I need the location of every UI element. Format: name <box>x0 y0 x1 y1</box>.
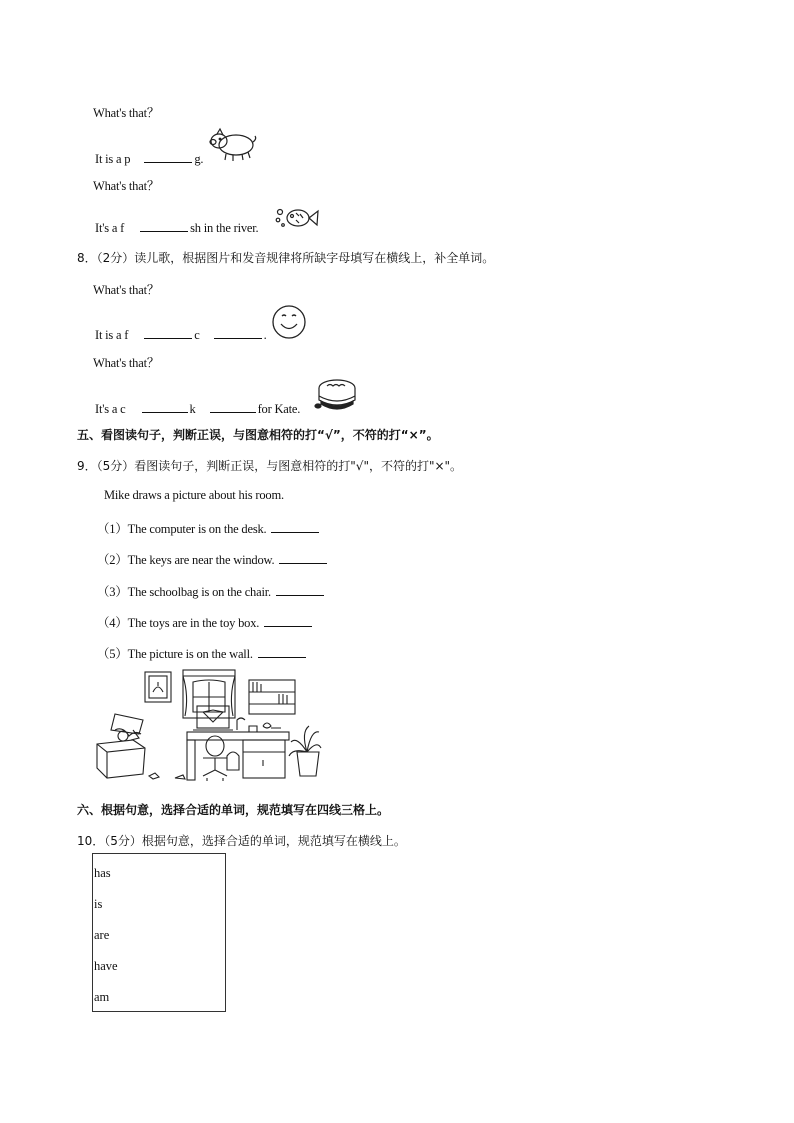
q7-item-1-blank[interactable] <box>144 161 192 163</box>
q9-statement-3-text: （3）The schoolbag is on the chair. <box>97 585 271 599</box>
q7-item-2-prefix: It's a f <box>95 221 125 235</box>
q8-item-1-answer <box>95 328 267 343</box>
keys <box>263 723 281 728</box>
q9-statement-2-text: （2）The keys are near the window. <box>97 553 275 567</box>
q8-item-1-blank-1[interactable] <box>144 337 192 339</box>
q8-item-1-question: What's that？ <box>93 283 160 297</box>
q9-statement-2 <box>97 550 329 568</box>
smiley-face-icon <box>271 304 307 340</box>
q9-answer-blank-1[interactable] <box>271 531 319 533</box>
q9-answer-blank-3[interactable] <box>276 594 324 596</box>
q7-item-2-answer <box>95 221 258 236</box>
q9-intro: Mike draws a picture about his room. <box>104 488 284 502</box>
q7-item-2-blank[interactable] <box>140 230 188 232</box>
word-bank-item-is: is <box>94 897 103 911</box>
q9-answer-blank-5[interactable] <box>258 656 306 658</box>
q8-item-1-middle: c <box>194 328 200 342</box>
section-6-title: 六、根据句意，选择合适的单词，规范填写在四线三格上。 <box>77 803 390 817</box>
word-bank-item-has: has <box>94 866 111 880</box>
q8-item-1-suffix: . <box>263 328 267 342</box>
q8-item-1-prefix: It is a f <box>95 328 129 342</box>
q8-header: 8．（2分）读儿歌，根据图片和发音规律将所缺字母填写在横线上，补全单词。 <box>77 251 495 265</box>
schoolbag <box>227 752 239 770</box>
q9-statement-5-text: （5）The picture is on the wall. <box>97 647 253 661</box>
q8-item-2-prefix: It's a c <box>95 402 126 416</box>
q9-statement-4-text: （4）The toys are in the toy box. <box>97 616 260 630</box>
fish-icon <box>274 203 322 233</box>
toy-box <box>97 740 145 778</box>
q9-answer-blank-4[interactable] <box>264 625 312 627</box>
section-5-title: 五、看图读句子，判断正误，与图意相符的打“√”，不符的打“×”。 <box>77 428 439 442</box>
bookshelf <box>249 680 295 714</box>
q9-statement-4 <box>97 613 314 631</box>
bedroom-illustration <box>93 668 323 788</box>
word-bank-item-are: are <box>94 928 110 942</box>
word-bank-box <box>92 853 226 1012</box>
q8-item-2-answer <box>95 402 300 417</box>
q9-statement-3 <box>97 582 326 600</box>
q8-item-1-blank-2[interactable] <box>214 337 262 339</box>
q8-item-2-middle: k <box>189 402 196 416</box>
pig-icon <box>208 127 258 163</box>
chair <box>206 736 224 756</box>
q9-statement-1-text: （1）The computer is on the desk. <box>97 522 267 536</box>
q8-item-2-suffix: for Kate. <box>257 402 301 416</box>
q8-item-2-question: What's that？ <box>93 356 160 370</box>
word-bank-item-have: have <box>94 959 118 973</box>
q9-header: 9．（5分）看图读句子，判断正误，与图意相符的打"√"，不符的打"×"。 <box>77 459 463 473</box>
cake-icon <box>313 376 359 414</box>
q7-item-2-question: What's that？ <box>93 179 160 193</box>
q10-header: 10．（5分）根据句意，选择合适的单词，规范填写在横线上。 <box>77 834 406 848</box>
q7-item-1-prefix: It is a p <box>95 152 131 166</box>
computer <box>197 706 229 728</box>
q7-item-1-answer <box>95 152 203 167</box>
desk <box>187 732 289 740</box>
q9-statement-1 <box>97 519 321 537</box>
q8-item-2-blank-2[interactable] <box>210 411 256 413</box>
word-bank-item-am: am <box>94 990 110 1004</box>
q7-item-2-suffix: sh in the river. <box>190 221 259 235</box>
q9-statement-5 <box>97 644 308 662</box>
q7-item-1-question: What's that？ <box>93 106 160 120</box>
q9-answer-blank-2[interactable] <box>279 562 327 564</box>
q7-item-1-suffix: g. <box>194 152 204 166</box>
q8-item-2-blank-1[interactable] <box>142 411 188 413</box>
